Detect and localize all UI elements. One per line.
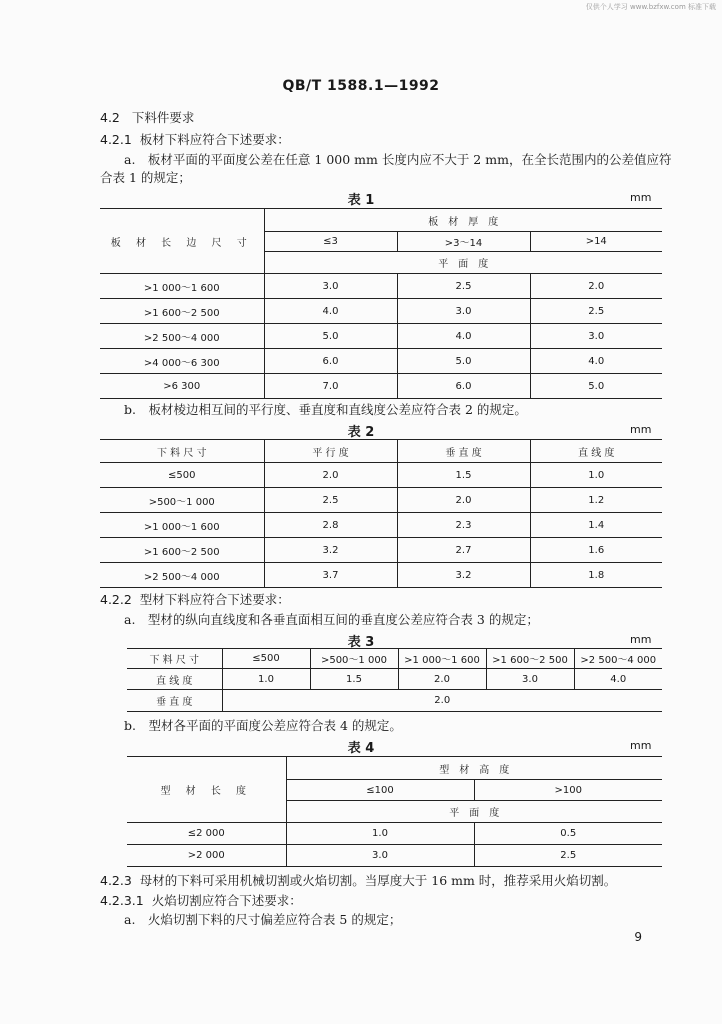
table-2-value-cell: 1.6 (530, 538, 662, 563)
table-2-size-cell: >1 000～1 600 (100, 513, 264, 538)
table-1-thickness-cell: >3～14 (397, 232, 530, 252)
table-4-caption: 表 4 (347, 741, 375, 756)
section-number: 4.2 (100, 110, 120, 125)
table-2-value-cell: 3.2 (397, 563, 530, 588)
section-title: 板材下料应符合下述要求： (139, 132, 290, 147)
table-1-sub-header: 平 面 度 (264, 252, 662, 274)
table-2-size-cell: >500～1 000 (100, 488, 264, 513)
table-row (127, 823, 662, 845)
table-2-value-cell: 2.0 (264, 463, 397, 488)
table-2-value-cell: 3.2 (264, 538, 397, 563)
table-2-value-cell: 2.5 (264, 488, 397, 513)
paragraph-4-2-2-a: a. 型材的纵向直线度和各垂直面相互间的垂直度公差应符合表 3 的规定； (124, 612, 539, 627)
section-4-2-1 (100, 132, 290, 148)
table-1-value-cell: 2.0 (530, 274, 662, 299)
table-row (100, 374, 662, 399)
table-2-value-cell: 1.4 (530, 513, 662, 538)
table-1-value-cell: 4.0 (397, 324, 530, 349)
table-3-value-cell: 2.0 (398, 669, 486, 690)
table-1-value-cell: 5.0 (397, 349, 530, 374)
table-2-value-cell: 1.0 (530, 463, 662, 488)
table-1-unit: mm (630, 191, 652, 204)
section-title: 火焰切割应符合下述要求： (151, 893, 302, 908)
table-4-value-cell: 0.5 (474, 823, 662, 845)
section-number: 4.2.3 (100, 873, 132, 888)
table-2-value-cell: 2.8 (264, 513, 397, 538)
table-1-group-header: 板 材 厚 度 (264, 209, 662, 232)
table-1-value-cell: 3.0 (397, 299, 530, 324)
table-2-value-cell: 3.7 (264, 563, 397, 588)
table-2-value-cell: 1.2 (530, 488, 662, 513)
table-3-value-cell: 1.0 (222, 669, 310, 690)
table-1-size-cell: >1 600～2 500 (100, 299, 264, 324)
section-title: 型材下料应符合下述要求： (139, 592, 290, 607)
table-row (127, 669, 662, 690)
table-1-size-cell: >1 000～1 600 (100, 274, 264, 299)
section-4-2-3-1 (100, 893, 302, 909)
paragraph-4-2-1-b: b. 板材棱边相互间的平行度、垂直度和直线度公差应符合表 2 的规定。 (124, 402, 527, 417)
paragraph-4-2-1-a-line2: 合表 1 的规定； (100, 170, 191, 185)
table-row (100, 324, 662, 349)
table-2-value-cell: 2.7 (397, 538, 530, 563)
table-4-size-cell: ≤2 000 (127, 823, 286, 845)
table-2-unit: mm (630, 423, 652, 436)
table-1-value-cell: 7.0 (264, 374, 397, 399)
table-2-value-cell: 2.3 (397, 513, 530, 538)
table-row (127, 845, 662, 867)
standard-header: QB/T 1588.1—1992 (282, 78, 440, 94)
table-4-height-cell: >100 (474, 780, 662, 801)
table-3-perpendicularity-label: 垂 直 度 (127, 690, 222, 712)
table-3-straightness-label: 直 线 度 (127, 669, 222, 690)
table-1-value-cell: 2.5 (397, 274, 530, 299)
paragraph-4-2-1-a-line1: a. 板材平面的平面度公差在任意 1 000 mm 长度内应不大于 2 mm，在全长范围内的公差值应符 (124, 152, 672, 167)
table-1-size-cell: >6 300 (100, 374, 264, 399)
section-number: 4.2.3.1 (100, 893, 144, 908)
table-1-value-cell: 3.0 (530, 324, 662, 349)
table-1-size-cell: >2 500～4 000 (100, 324, 264, 349)
table-row (100, 349, 662, 374)
table-3-size-cell: >500～1 000 (310, 649, 398, 669)
table-row (100, 299, 662, 324)
table-1-value-cell: 4.0 (264, 299, 397, 324)
table-3-header-label: 下 料 尺 寸 (127, 649, 222, 669)
table-1-thickness-cell: ≤3 (264, 232, 397, 252)
table-2-header-cell: 平 行 度 (264, 440, 397, 463)
table-3-size-cell: >1 000～1 600 (398, 649, 486, 669)
table-3-value-cell: 3.0 (486, 669, 574, 690)
section-text: 母材的下料可采用机械切割或火焰切割。当厚度大于 16 mm 时，推荐采用火焰切割。 (139, 873, 617, 888)
table-4 (127, 756, 662, 867)
table-2-size-cell: >2 500～4 000 (100, 563, 264, 588)
table-4-value-cell: 3.0 (286, 845, 474, 867)
table-1-size-cell: >4 000～6 300 (100, 349, 264, 374)
table-3-caption: 表 3 (347, 635, 375, 650)
paragraph-4-2-2-b: b. 型材各平面的平面度公差应符合表 4 的规定。 (124, 718, 402, 733)
table-1-value-cell: 3.0 (264, 274, 397, 299)
table-2 (100, 439, 662, 588)
table-4-value-cell: 2.5 (474, 845, 662, 867)
paragraph-4-2-3-1-a: a. 火焰切割下料的尺寸偏差应符合表 5 的规定； (124, 912, 402, 927)
table-1-value-cell: 5.0 (530, 374, 662, 399)
table-row (100, 563, 662, 588)
table-1-value-cell: 6.0 (397, 374, 530, 399)
table-4-row-header: 型 材 长 度 (127, 757, 286, 823)
table-4-value-cell: 1.0 (286, 823, 474, 845)
table-row (100, 463, 662, 488)
table-4-unit: mm (630, 739, 652, 752)
section-4-2 (100, 110, 194, 126)
table-4-group-header: 型 材 高 度 (286, 757, 662, 780)
table-2-header-cell: 垂 直 度 (397, 440, 530, 463)
section-4-2-2 (100, 592, 290, 608)
table-3-value-cell: 4.0 (574, 669, 662, 690)
table-3-value-cell: 2.0 (222, 690, 662, 712)
section-number: 4.2.2 (100, 592, 132, 607)
watermark: 仅供个人学习 www.bzfxw.com 标准下载 (585, 3, 716, 11)
table-3 (127, 648, 662, 712)
table-2-size-cell: >1 600～2 500 (100, 538, 264, 563)
page-number: 9 (634, 930, 642, 944)
section-number: 4.2.1 (100, 132, 132, 147)
table-1-row-header: 板 材 长 边 尺 寸 (100, 209, 264, 274)
table-3-size-cell: >1 600～2 500 (486, 649, 574, 669)
table-1-value-cell: 5.0 (264, 324, 397, 349)
table-3-unit: mm (630, 633, 652, 646)
table-4-size-cell: >2 000 (127, 845, 286, 867)
table-2-value-cell: 1.8 (530, 563, 662, 588)
table-1-value-cell: 6.0 (264, 349, 397, 374)
table-2-header-cell: 直 线 度 (530, 440, 662, 463)
table-row (127, 690, 662, 712)
table-1-value-cell: 2.5 (530, 299, 662, 324)
table-1-value-cell: 4.0 (530, 349, 662, 374)
table-row (100, 274, 662, 299)
table-row (100, 513, 662, 538)
table-2-size-cell: ≤500 (100, 463, 264, 488)
table-2-caption: 表 2 (347, 425, 375, 440)
table-2-header-cell: 下 料 尺 寸 (100, 440, 264, 463)
table-1-thickness-cell: >14 (530, 232, 662, 252)
table-row (100, 488, 662, 513)
table-2-value-cell: 2.0 (397, 488, 530, 513)
table-4-sub-header: 平 面 度 (286, 801, 662, 823)
table-2-value-cell: 1.5 (397, 463, 530, 488)
table-1 (100, 208, 662, 399)
table-3-size-cell: >2 500～4 000 (574, 649, 662, 669)
table-row (100, 538, 662, 563)
table-3-size-cell: ≤500 (222, 649, 310, 669)
section-title: 下料件要求 (131, 110, 195, 125)
table-4-height-cell: ≤100 (286, 780, 474, 801)
table-1-caption: 表 1 (347, 193, 375, 208)
table-3-value-cell: 1.5 (310, 669, 398, 690)
paragraph-4-2-3 (100, 873, 616, 889)
